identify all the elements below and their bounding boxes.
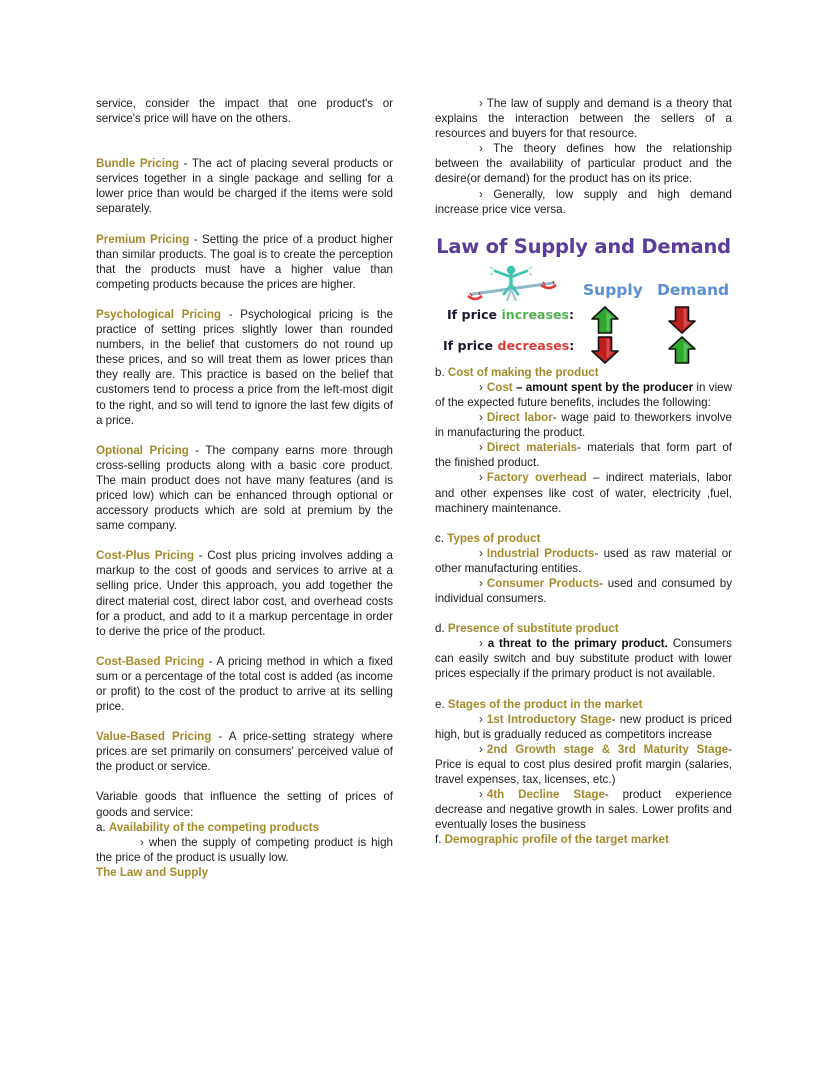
heading-value-based-pricing: Value-Based Pricing: [96, 730, 212, 744]
colon-label: :: [569, 306, 575, 322]
two-column-layout: [96, 96, 732, 880]
heading-availability-competing-products: Availability of the competing products: [108, 820, 320, 834]
heading-psychological-pricing: Psychological Pricing: [96, 307, 221, 321]
heading-industrial-products: Industrial Products: [486, 546, 595, 560]
bullet-stage-1: [435, 712, 732, 742]
paragraph-intro-continuation: [96, 96, 393, 126]
list-marker-e: e.: [435, 697, 448, 711]
bullet-marker-icon: ›: [479, 187, 483, 201]
list-item-c: [435, 531, 732, 546]
supply-decrease-down-arrow-icon: [590, 335, 620, 365]
bullet-marker-icon: ›: [479, 742, 483, 756]
heading-presence-substitute-product: Presence of substitute product: [447, 622, 619, 636]
heading-cost: Cost: [486, 380, 513, 394]
if-price-decreases-row: [443, 338, 574, 353]
heading-demographic-profile: Demographic profile of the target market: [444, 833, 669, 847]
list-marker-c: c.: [435, 531, 448, 545]
heading-growth-maturity-stage: 2nd Growth stage & 3rd Maturity Stage: [486, 742, 729, 756]
colon-label: :: [569, 337, 575, 353]
list-marker-d: d.: [435, 622, 448, 636]
bullet-marker-icon: ›: [479, 97, 483, 110]
decreases-label: decreases: [497, 337, 570, 353]
heading-direct-labor: Direct labor: [486, 411, 553, 425]
paragraph-text: - product experience decrease and negative growth in sales. Lower profits and eventually loses the business: [435, 788, 732, 832]
bullet-marker-icon: ›: [479, 576, 483, 590]
bullet-theory-relationship: [435, 141, 732, 186]
emphasis-text: a threat to the primary product.: [482, 637, 668, 651]
bullet-availability: [96, 835, 393, 865]
heading-premium-pricing: Premium Pricing: [96, 232, 190, 246]
heading-consumer-products: Consumer Products: [486, 576, 600, 590]
heading-cost-based-pricing: Cost-Based Pricing: [96, 654, 205, 668]
list-item-f: [435, 832, 732, 847]
left-column: [96, 96, 393, 880]
demand-column-label: Demand: [657, 280, 730, 299]
increases-label: increases: [501, 306, 570, 322]
heading-law-and-supply-row: [96, 865, 393, 880]
paragraph-text: - Price is equal to cost plus desired profit margin (salaries, travel expenses, tax, licenses, etc.): [435, 742, 732, 786]
paragraph-variable-goods-intro: [96, 789, 393, 819]
bullet-marker-icon: ›: [479, 546, 483, 560]
heading-direct-materials: Direct materials: [486, 441, 578, 455]
bullet-substitute-threat: [435, 636, 732, 681]
list-item-a: [96, 820, 393, 835]
list-marker-a: a.: [96, 820, 109, 834]
paragraph-premium-pricing: [96, 232, 393, 292]
heading-decline-stage: 4th Decline Stage: [486, 788, 605, 802]
paragraph-text: - The company earns more through cross-selling products along with a basic core product. The main product does not have many features (and is priced low) which can be enhanced through optional or accessory products which are sold at premium by the same company.: [96, 443, 393, 533]
paragraph-value-based-pricing: [96, 729, 393, 774]
bullet-factory-overhead: [435, 470, 732, 515]
right-column: [435, 96, 732, 880]
bullet-marker-icon: ›: [140, 835, 144, 849]
demand-decrease-down-arrow-icon: [667, 305, 697, 335]
bullet-low-supply-high-demand: [435, 187, 732, 217]
bullet-consumer-products: [435, 576, 732, 606]
paragraph-text: Generally, low supply and high demand increase price vice versa.: [435, 187, 732, 216]
paragraph-text: The law of supply and demand is a theory that explains the interaction between the sellers of a resources and buyers for that resource.: [435, 97, 732, 141]
heading-introductory-stage: 1st Introductory Stage: [486, 712, 612, 726]
paragraph-text: - A pricing method in which a fixed sum or a percentage of the total cost is added (as income or profit) to the cost of the product to arrive at its selling price.: [96, 654, 393, 714]
paragraph-text: The theory defines how the relationship between the availability of particular product and the desire(or demand) for the product has on its price.: [435, 142, 732, 186]
seesaw-balance-icon: [467, 263, 559, 303]
list-item-b: [435, 365, 732, 380]
paragraph-optional-pricing: [96, 443, 393, 534]
supply-column-label: Supply: [583, 280, 643, 299]
bullet-marker-icon: ›: [479, 411, 483, 425]
paragraph-text: - A price-setting strategy where prices are set primarily on consumers' perceived value of the product or service.: [96, 730, 393, 774]
bullet-marker-icon: ›: [479, 142, 483, 156]
bullet-marker-icon: ›: [479, 788, 483, 802]
heading-cost-plus-pricing: Cost-Plus Pricing: [96, 549, 195, 563]
bullet-marker-icon: ›: [479, 471, 483, 485]
paragraph-text: Consumers can easily switch and buy substitute product with lower prices especially if the primary product is not available.: [435, 637, 732, 681]
heading-types-of-product: Types of product: [447, 531, 541, 545]
bullet-law-definition: [435, 96, 732, 141]
list-item-e: [435, 697, 732, 712]
heading-bundle-pricing: Bundle Pricing: [96, 157, 180, 171]
bullet-direct-labor: [435, 410, 732, 440]
heading-cost-of-making-product: Cost of making the product: [447, 365, 599, 379]
bullet-marker-icon: ›: [479, 637, 483, 651]
list-marker-b: b.: [435, 365, 448, 379]
list-marker-f: f.: [435, 833, 445, 847]
heading-law-and-supply: The Law and Supply: [96, 865, 209, 879]
paragraph-text: Variable goods that influence the setting of prices of goods and service:: [96, 790, 393, 819]
paragraph-text: - Psychological pricing is the practice of setting prices slightly lower than rounded numbers, in the belief that customers do not round up these prices, and so will treat them as lower prices than they really are. This practice is based on the belief that customers tend to process a price from the left-most digit to the right, and so will tend to ignore the last few digits of a price.: [96, 307, 394, 427]
supply-increase-up-arrow-icon: [590, 305, 620, 335]
paragraph-text: - new product is priced high, but is gradually reduced as competitors increase: [435, 712, 732, 741]
list-item-d: [435, 621, 732, 636]
paragraph-text: - used and consumed by individual consumers.: [435, 576, 732, 606]
bullet-marker-icon: ›: [479, 441, 483, 455]
if-price-label: If price: [447, 306, 502, 322]
paragraph-text: service, consider the impact that one product's or service's price will have on the others.: [96, 97, 393, 126]
bullet-stage-2-3: [435, 742, 732, 787]
demand-increase-up-arrow-icon: [667, 335, 697, 365]
paragraph-text: when the supply of competing product is high the price of the product is usually low.: [96, 835, 393, 864]
paragraph-text: - materials that form part of the finished product.: [435, 441, 733, 470]
emphasis-text: – amount spent by the producer: [512, 380, 694, 394]
bullet-industrial-products: [435, 546, 732, 576]
paragraph-psychological-pricing: [96, 307, 393, 428]
law-of-supply-and-demand-graphic: [435, 233, 732, 361]
paragraph-text: - Setting the price of a product higher than similar products. The goal is to create the perception that the products must have a higher value than competing products because the prices are higher.: [96, 232, 393, 291]
paragraph-text: – indirect materials, labor and other expenses like cost of water, electricity ,fuel, machinery maintenance.: [435, 471, 732, 515]
bullet-stage-4: [435, 787, 732, 832]
paragraph-cost-plus-pricing: [96, 548, 393, 639]
paragraph-text: in view of the expected future benefits, includes the following:: [435, 380, 732, 409]
heading-factory-overhead: Factory overhead: [486, 471, 587, 485]
bullet-cost-definition: [435, 380, 732, 410]
bullet-direct-materials: [435, 440, 732, 470]
heading-stages-of-product: Stages of the product in the market: [447, 697, 643, 711]
paragraph-text: - The act of placing several products or services together in a single package and selling for a lower price than would be charged if the items were sold separately.: [96, 157, 393, 216]
paragraph-cost-based-pricing: [96, 654, 393, 714]
if-price-increases-row: [447, 307, 574, 322]
heading-optional-pricing: Optional Pricing: [96, 443, 189, 457]
if-price-label: If price: [443, 337, 498, 353]
paragraph-text: - wage paid to theworkers involve in manufacturing the product.: [435, 411, 732, 440]
paragraph-text: - Cost plus pricing involves adding a markup to the cost of goods and services to arrive at a selling price. Under this approach, you add together the direct material cost, direct labor cost, and overhead costs for a product, and add to it a markup percentage in order to derive the price of the product.: [96, 549, 393, 638]
bullet-marker-icon: ›: [479, 712, 483, 726]
bullet-marker-icon: ›: [479, 380, 483, 394]
paragraph-bundle-pricing: [96, 156, 393, 216]
paragraph-text: - used as raw material or other manufacturing entities.: [435, 546, 733, 575]
graphic-title: Law of Supply and Demand: [436, 234, 731, 258]
